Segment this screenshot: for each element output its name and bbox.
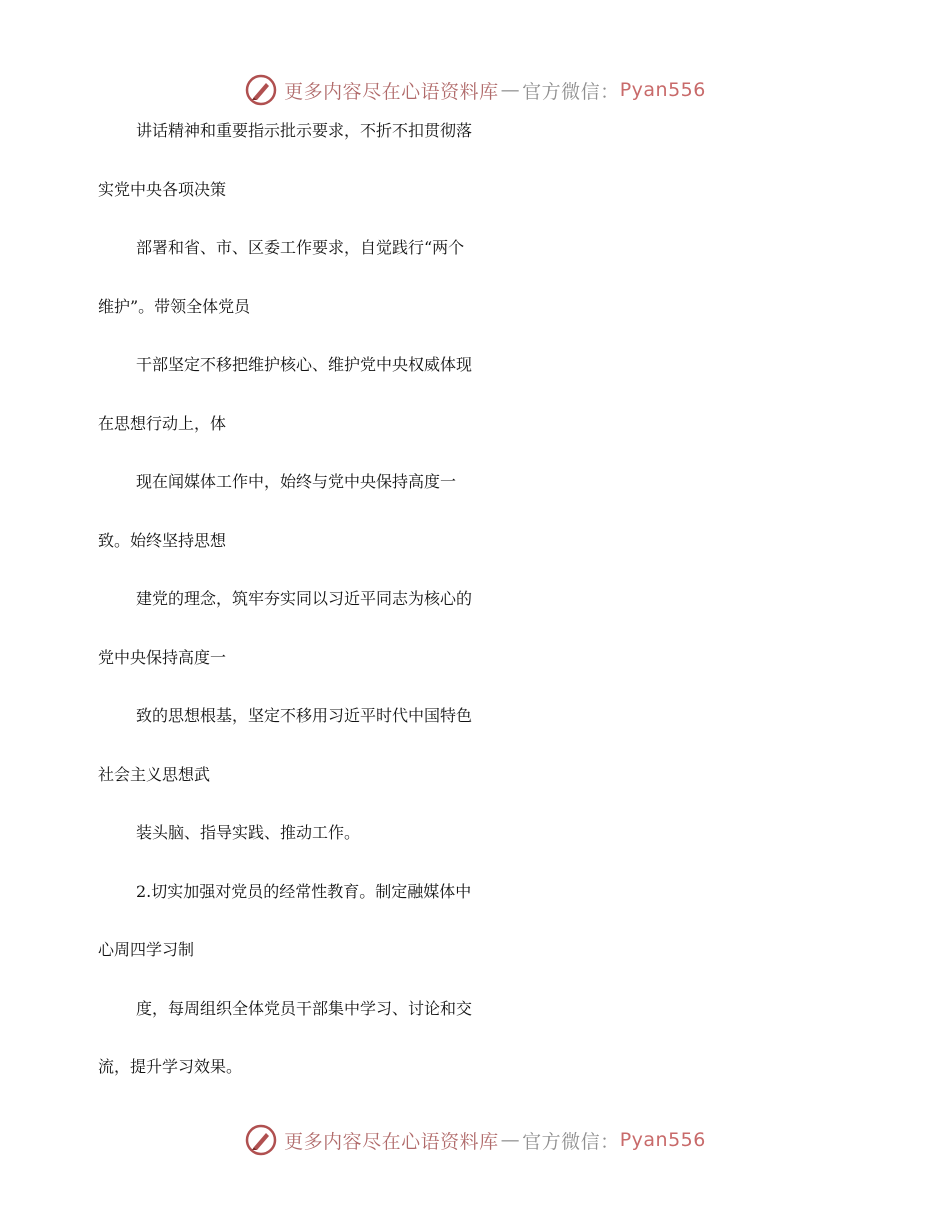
watermark-separator: — bbox=[500, 79, 521, 101]
header-watermark bbox=[0, 70, 950, 110]
text-line: 党中央保持高度一 bbox=[98, 647, 227, 667]
pen-logo-icon bbox=[244, 1123, 278, 1157]
text-line: 致的思想根基，坚定不移用习近平时代中国特色 bbox=[136, 706, 473, 725]
text-line: 在思想行动上，体 bbox=[98, 413, 227, 433]
text-line: 讲话精神和重要指示批示要求，不折不扣贯彻落 bbox=[136, 121, 473, 140]
watermark-title: 更多内容尽在心语资料库 bbox=[284, 80, 499, 103]
text-line: 致。始终坚持思想 bbox=[98, 530, 227, 550]
text-line: 维护”。带领全体党员 bbox=[98, 296, 251, 316]
watermark-title: 更多内容尽在心语资料库 bbox=[284, 1130, 499, 1153]
footer-watermark bbox=[0, 1120, 950, 1160]
watermark-separator: — bbox=[500, 1129, 521, 1151]
text-line: 社会主义思想武 bbox=[98, 764, 211, 784]
text-line: 2.切实加强对党员的经常性教育。制定融媒体中 bbox=[136, 881, 472, 901]
text-line: 装头脑、指导实践、推动工作。 bbox=[136, 823, 361, 842]
text-line: 心周四学习制 bbox=[98, 940, 195, 959]
text-line: 干部坚定不移把维护核心、维护党中央权威体现 bbox=[136, 355, 473, 374]
watermark-label: 官方微信： bbox=[522, 80, 620, 103]
text-line: 部署和省、市、区委工作要求，自觉践行“两个 bbox=[136, 238, 465, 257]
text-line: 现在闻媒体工作中，始终与党中央保持高度一 bbox=[136, 472, 457, 491]
pen-logo-icon bbox=[244, 73, 278, 107]
text-line: 流，提升学习效果。 bbox=[98, 1057, 243, 1076]
watermark-wechat-id: Pyan556 bbox=[619, 1129, 706, 1151]
watermark-wechat-id: Pyan556 bbox=[619, 79, 706, 101]
text-line: 度，每周组织全体党员干部集中学习、讨论和交 bbox=[136, 998, 473, 1018]
watermark-label: 官方微信： bbox=[522, 1130, 620, 1153]
text-line: 建党的理念，筑牢夯实同以习近平同志为核心的 bbox=[136, 589, 473, 608]
text-line: 实党中央各项决策 bbox=[98, 179, 227, 199]
document-body bbox=[98, 118, 858, 1113]
